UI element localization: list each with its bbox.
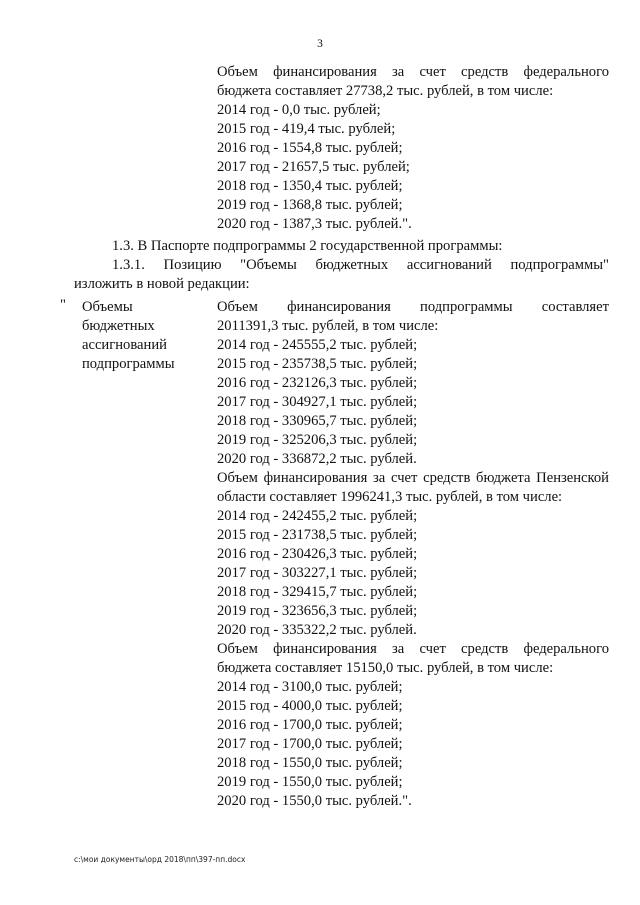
- label-line: подпрограммы: [82, 356, 175, 372]
- text-line: 2020 год - 1550,0 тыс. рублей.".: [217, 793, 412, 809]
- position-label: [82, 298, 207, 374]
- text-line: 2019 год - 325206,3 тыс. рублей;: [217, 432, 418, 448]
- section-1-3-1-line-1: 1.3.1. Позицию "Объемы бюджетных ассигнований подпрограммы": [112, 257, 609, 273]
- text-line: 2015 год - 419,4 тыс. рублей;: [217, 121, 396, 137]
- text-line: 2014 год - 3100,0 тыс. рублей;: [217, 679, 403, 695]
- text-line: Объем финансирования подпрограммы составляет: [217, 299, 609, 315]
- opening-quote: ": [60, 297, 66, 313]
- text-line: области составляет 1996241,3 тыс. рублей, в том числе:: [217, 489, 563, 505]
- text-line: 2018 год - 330965,7 тыс. рублей;: [217, 413, 418, 429]
- text-line: 2015 год - 4000,0 тыс. рублей;: [217, 698, 403, 714]
- text-line: 2016 год - 1554,8 тыс. рублей;: [217, 140, 403, 156]
- text-line: 2016 год - 232126,3 тыс. рублей;: [217, 375, 418, 391]
- text-line: 2020 год - 1387,3 тыс. рублей.".: [217, 216, 412, 232]
- text-line: 2015 год - 235738,5 тыс. рублей;: [217, 356, 418, 372]
- file-path-footer: c:\мои документы\орд 2018\пп\397-пп.docx: [74, 855, 246, 864]
- text-line: 2020 год - 336872,2 тыс. рублей.: [217, 451, 417, 467]
- text-line: 2011391,3 тыс. рублей, в том числе:: [217, 318, 439, 334]
- text-line: 2018 год - 329415,7 тыс. рублей;: [217, 584, 418, 600]
- text-line: бюджета составляет 15150,0 тыс. рублей, в том числе:: [217, 660, 554, 676]
- label-line: бюджетных: [82, 318, 155, 334]
- text-line: 2014 год - 0,0 тыс. рублей;: [217, 102, 381, 118]
- text-line: 2016 год - 1700,0 тыс. рублей;: [217, 717, 403, 733]
- section-1-3-1-line-2: изложить в новой редакции:: [74, 276, 250, 292]
- text-line: 2015 год - 231738,5 тыс. рублей;: [217, 527, 418, 543]
- text-line: Объем финансирования за счет средств федерального: [217, 641, 609, 657]
- text-line: 2017 год - 21657,5 тыс. рублей;: [217, 159, 410, 175]
- text-line: 2017 год - 1700,0 тыс. рублей;: [217, 736, 403, 752]
- subprogram-financing-block: [217, 298, 609, 811]
- text-line: 2019 год - 1550,0 тыс. рублей;: [217, 774, 403, 790]
- text-line: 2014 год - 245555,2 тыс. рублей;: [217, 337, 418, 353]
- text-line: 2018 год - 1550,0 тыс. рублей;: [217, 755, 403, 771]
- page-number: 3: [317, 38, 323, 50]
- text-line: Объем финансирования за счет средств бюджета Пензенской: [217, 470, 609, 486]
- label-line: Объемы: [82, 299, 133, 315]
- text-line: 2017 год - 304927,1 тыс. рублей;: [217, 394, 418, 410]
- text-line: 2017 год - 303227,1 тыс. рублей;: [217, 565, 418, 581]
- section-1-3: 1.3. В Паспорте подпрограммы 2 государственной программы:: [112, 238, 503, 254]
- text-line: 2020 год - 335322,2 тыс. рублей.: [217, 622, 417, 638]
- text-line: 2016 год - 230426,3 тыс. рублей;: [217, 546, 418, 562]
- top-financing-block: [217, 63, 609, 234]
- text-line: 2019 год - 323656,3 тыс. рублей;: [217, 603, 418, 619]
- text-line: 2014 год - 242455,2 тыс. рублей;: [217, 508, 418, 524]
- text-line: Объем финансирования за счет средств федерального: [217, 64, 609, 80]
- text-line: бюджета составляет 27738,2 тыс. рублей, в том числе:: [217, 83, 554, 99]
- label-line: ассигнований: [82, 337, 167, 353]
- text-line: 2019 год - 1368,8 тыс. рублей;: [217, 197, 403, 213]
- text-line: 2018 год - 1350,4 тыс. рублей;: [217, 178, 403, 194]
